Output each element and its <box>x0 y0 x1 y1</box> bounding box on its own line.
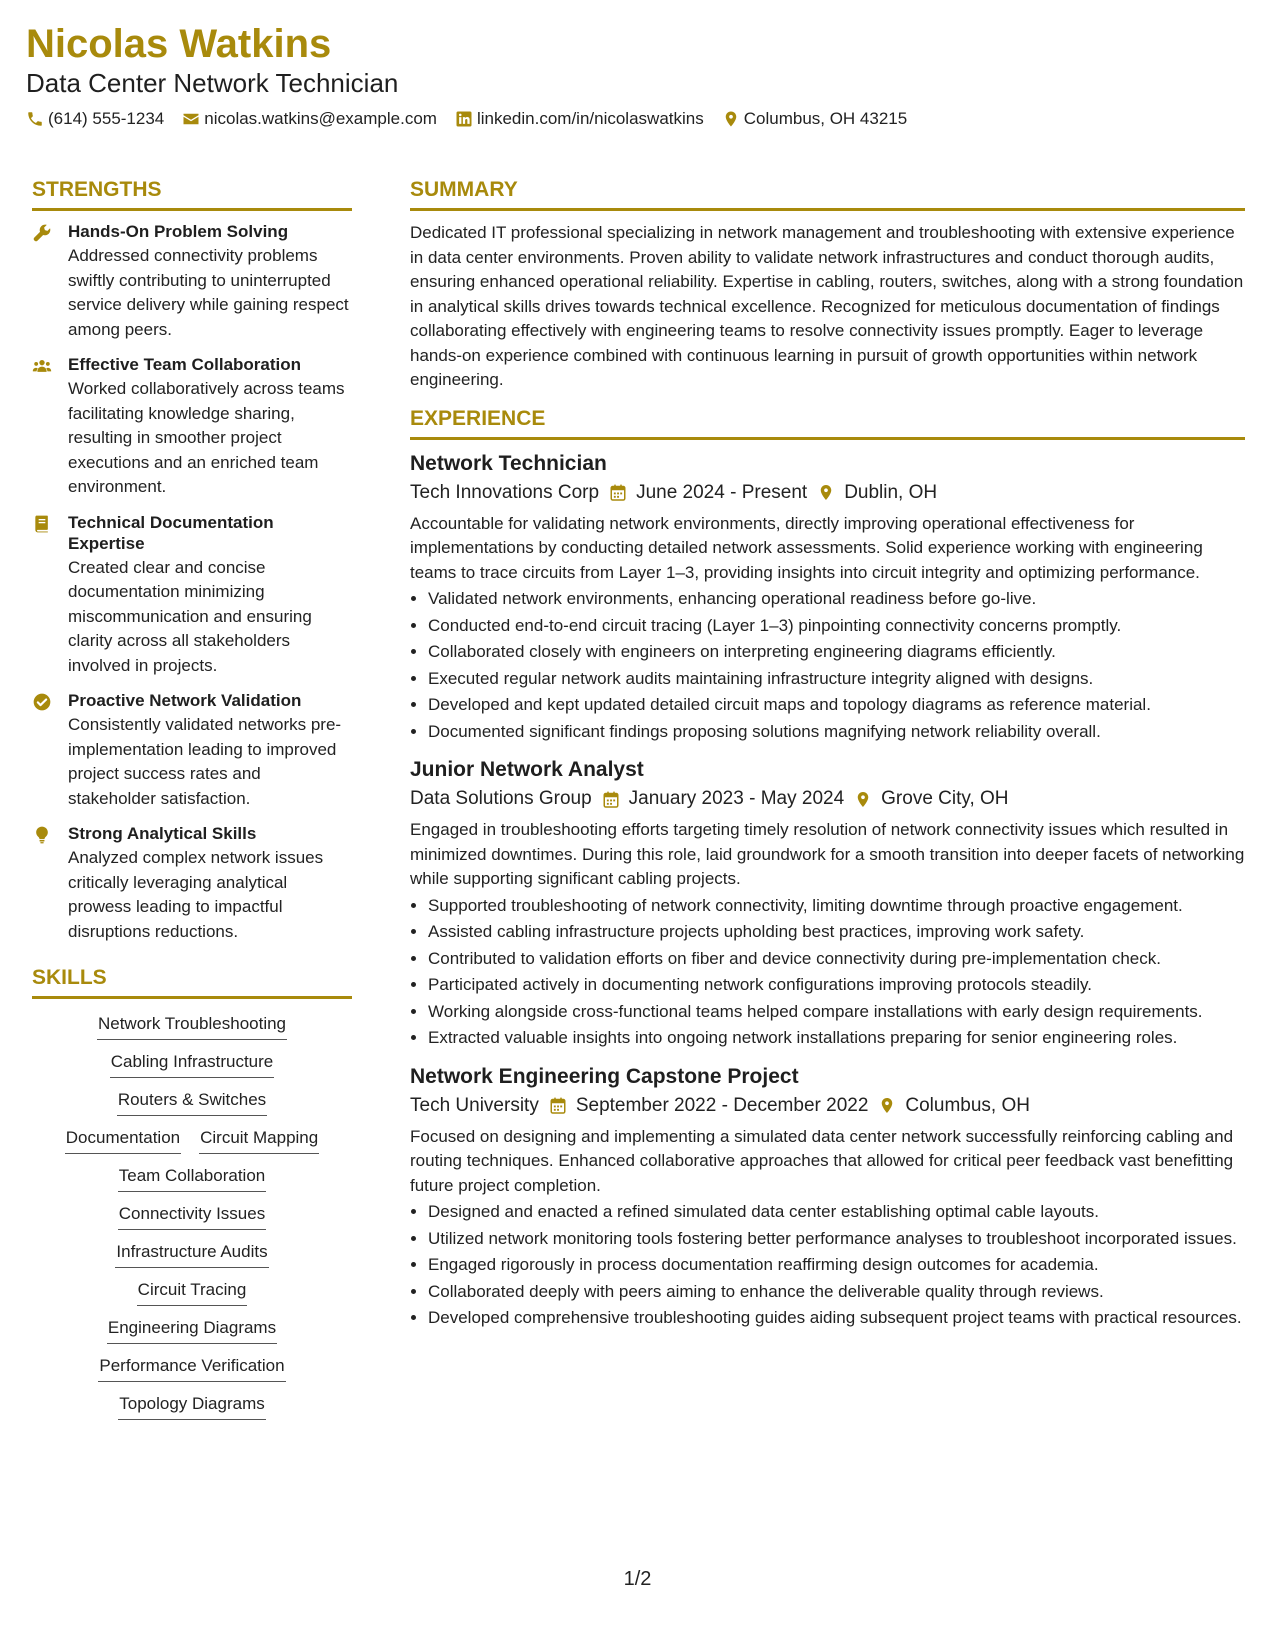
job-entry <box>410 756 1245 1051</box>
job-location <box>854 784 1008 814</box>
job-bullet: • Participated actively in documenting network configurations improving protocols steadily. <box>428 973 1245 998</box>
job-bullet: • Assisted cabling infrastructure projects upholding best practices, improving work safety. <box>428 920 1245 945</box>
job-description: Accountable for validating network environments, directly improving operational effectiveness for implementations by conducting detailed network assessments. Solid experience working with engineering teams to trace circuits from Layer 1–3, providing insights into circuit integrity and optimizing performance. <box>410 513 1203 582</box>
experience-heading: EXPERIENCE <box>410 405 1245 440</box>
job-location <box>878 1091 1030 1121</box>
skill-tag: Documentation <box>65 1127 181 1154</box>
job-bullet: • Engaged rigorously in process documentation reaffirming design outcomes for academia. <box>428 1253 1245 1278</box>
calendar-icon <box>549 1096 567 1115</box>
wrench-icon <box>32 223 52 243</box>
strength-description: Created clear and concise documentation minimizing miscommunication and ensuring clarity across all stakeholders involved in projects. <box>68 557 312 675</box>
skill-tag: Team Collaboration <box>118 1165 266 1192</box>
job-bullet-list <box>410 894 1245 1051</box>
map-pin-icon <box>854 790 872 809</box>
skill-tag: Circuit Tracing <box>137 1279 248 1306</box>
contact-phone-text: (614) 555-1234 <box>48 109 165 128</box>
strength-title: Hands-On Problem Solving <box>68 222 289 241</box>
envelope-icon <box>182 110 200 128</box>
skills-row <box>32 1203 352 1230</box>
skill-tag: Network Troubleshooting <box>97 1013 287 1040</box>
job-bullet: • Developed comprehensive troubleshooting guides aiding subsequent project teams with practical resources. <box>428 1306 1245 1331</box>
calendar-icon <box>609 483 627 502</box>
job-dates-text: September 2022 - December 2022 <box>575 1094 869 1116</box>
job-bullet: • Documented significant findings proposing solutions magnifying network reliability overall. <box>428 720 1245 745</box>
job-description: Focused on designing and implementing a simulated data center network successfully reinforcing cabling and routing techniques. Enhanced collaborative approaches that allowed for critical peer feedback vast benefitting future project completion. <box>410 1126 1234 1195</box>
page-indicator: 1/2 <box>623 1568 652 1590</box>
skills-row <box>32 1089 352 1116</box>
job-company: Tech University <box>410 1094 539 1116</box>
map-pin-icon <box>817 483 835 502</box>
job-bullet: • Designed and enacted a refined simulated data center establishing optimal cable layouts. <box>428 1200 1245 1225</box>
strength-item <box>32 690 352 811</box>
candidate-title: Data Center Network Technician <box>26 68 399 98</box>
strength-title: Effective Team Collaboration <box>68 355 302 374</box>
job-bullet: • Supported troubleshooting of network connectivity, limiting downtime through proactive engagement. <box>428 894 1245 919</box>
candidate-name: Nicolas Watkins <box>26 22 332 66</box>
job-dates-text: June 2024 - Present <box>636 481 808 503</box>
contact-email-text: nicolas.watkins@example.com <box>204 109 437 128</box>
skills-row <box>32 1051 352 1078</box>
strength-description: Analyzed complex network issues critically leveraging analytical prowess leading to impactful disruptions reductions. <box>68 848 324 941</box>
skill-tag: Circuit Mapping <box>199 1127 319 1154</box>
skills-list <box>32 1013 352 1420</box>
job-dates <box>609 478 807 508</box>
phone-icon <box>26 110 44 128</box>
contact-location <box>722 106 907 132</box>
strength-title: Technical Documentation Expertise <box>68 512 274 553</box>
contact-phone[interactable] <box>26 106 164 132</box>
skills-row <box>32 1013 352 1040</box>
contact-location-text: Columbus, OH 43215 <box>743 109 908 128</box>
linkedin-icon <box>455 110 473 128</box>
skill-tag: Engineering Diagrams <box>107 1317 277 1344</box>
job-entry <box>410 1063 1245 1331</box>
job-location-text: Dublin, OH <box>844 481 938 503</box>
strength-description: Consistently validated networks pre-implementation leading to improved project success rates and stakeholder satisfaction. <box>68 715 342 808</box>
contact-linkedin[interactable] <box>455 106 704 132</box>
strength-item <box>32 354 352 500</box>
job-bullet: • Conducted end-to-end circuit tracing (Layer 1–3) pinpointing connectivity concerns promptly. <box>428 614 1245 639</box>
job-bullet: • Executed regular network audits maintaining infrastructure integrity aligned with designs. <box>428 667 1245 692</box>
job-bullet-list <box>410 587 1245 744</box>
contact-email[interactable] <box>182 106 437 132</box>
job-location-text: Columbus, OH <box>905 1094 1030 1116</box>
summary-text: Dedicated IT professional specializing in network management and troubleshooting with extensive experience in data center environments. Proven ability to validate network infrastructures and conduct thorough audits, ensuring enhanced operational reliability. Expertise in cabling, routers, switches, along with a strong foundation in analytical skills drives towards technical excellence. Recognized for meticulous documentation of findings collaborating effectively with engineering teams to resolve connectivity issues promptly. Eager to leverage hands-on experience combined with continuous learning in pursuit of growth opportunities within network engineering. <box>410 223 1244 389</box>
skills-heading: SKILLS <box>32 964 352 999</box>
job-bullet: • Validated network environments, enhancing operational readiness before go-live. <box>428 587 1245 612</box>
job-bullet: • Collaborated closely with engineers on interpreting engineering diagrams efficiently. <box>428 640 1245 665</box>
job-dates <box>602 784 844 814</box>
job-bullet: • Extracted valuable insights into ongoing network installations preparing for senior engineering roles. <box>428 1026 1245 1051</box>
skills-row <box>32 1165 352 1192</box>
strength-item <box>32 512 352 679</box>
job-company: Tech Innovations Corp <box>410 481 600 503</box>
experience-list <box>410 450 1245 1331</box>
skill-tag: Connectivity Issues <box>118 1203 266 1230</box>
job-company: Data Solutions Group <box>410 788 592 809</box>
right-column <box>410 176 1245 1343</box>
skill-tag: Infrastructure Audits <box>115 1241 268 1268</box>
job-bullet: • Developed and kept updated detailed circuit maps and topology diagrams as reference material. <box>428 693 1245 718</box>
map-pin-icon <box>878 1096 896 1115</box>
job-location <box>817 478 937 508</box>
job-bullet-list <box>410 1200 1245 1331</box>
book-icon <box>32 514 52 534</box>
job-location-text: Grove City, OH <box>881 788 1009 809</box>
strength-description: Worked collaboratively across teams facilitating knowledge sharing, resulting in smoother project executions and an enriched team environment. <box>68 379 345 496</box>
job-title: Network Technician <box>410 451 607 475</box>
job-bullet: • Utilized network monitoring tools fostering better performance analyses to troubleshoot incorporated issues. <box>428 1227 1245 1252</box>
job-bullet: • Working alongside cross-functional teams helped compare installations with early design requirements. <box>428 1000 1245 1025</box>
skill-tag: Performance Verification <box>98 1355 285 1382</box>
skills-row <box>32 1127 352 1154</box>
job-meta <box>410 784 1245 814</box>
users-icon <box>32 356 52 376</box>
contact-linkedin-text: linkedin.com/in/nicolaswatkins <box>476 109 704 128</box>
job-dates-text: January 2023 - May 2024 <box>628 788 845 809</box>
job-title: Network Engineering Capstone Project <box>410 1064 799 1088</box>
summary-heading: SUMMARY <box>410 176 1245 211</box>
strengths-heading: STRENGTHS <box>32 176 352 211</box>
check-circle-icon <box>32 692 52 712</box>
skills-row <box>32 1393 352 1420</box>
job-description: Engaged in troubleshooting efforts targeting timely resolution of network connectivity issues which resulted in minimized downtimes. During this role, laid groundwork for a smooth transition into deeper facets of networking while supporting significant cabling projects. <box>410 820 1245 888</box>
map-pin-icon <box>722 110 740 128</box>
job-dates <box>549 1091 869 1121</box>
strength-title: Proactive Network Validation <box>68 691 302 710</box>
strength-title: Strong Analytical Skills <box>68 824 257 843</box>
skills-row <box>32 1355 352 1382</box>
job-bullet: • Collaborated deeply with peers aiming to enhance the deliverable quality through reviews. <box>428 1280 1245 1305</box>
resume-header <box>26 20 1256 132</box>
calendar-icon <box>602 790 620 809</box>
left-column <box>32 176 352 1420</box>
strength-description: Addressed connectivity problems swiftly contributing to uninterrupted service delivery while gaining respect among peers. <box>68 246 349 339</box>
skill-tag: Cabling Infrastructure <box>110 1051 275 1078</box>
skill-tag: Routers & Switches <box>117 1089 267 1116</box>
job-title: Junior Network Analyst <box>410 758 644 781</box>
job-entry <box>410 450 1245 745</box>
contact-bar <box>26 106 1256 132</box>
skills-row <box>32 1279 352 1306</box>
strength-item <box>32 221 352 342</box>
job-meta <box>410 478 1245 508</box>
skill-tag: Topology Diagrams <box>118 1393 266 1420</box>
strength-item <box>32 823 352 944</box>
skills-row <box>32 1241 352 1268</box>
job-bullet: • Contributed to validation efforts on fiber and device connectivity during pre-implementation check. <box>428 947 1245 972</box>
lightbulb-icon <box>32 825 52 845</box>
job-meta <box>410 1091 1245 1121</box>
skills-row <box>32 1317 352 1344</box>
